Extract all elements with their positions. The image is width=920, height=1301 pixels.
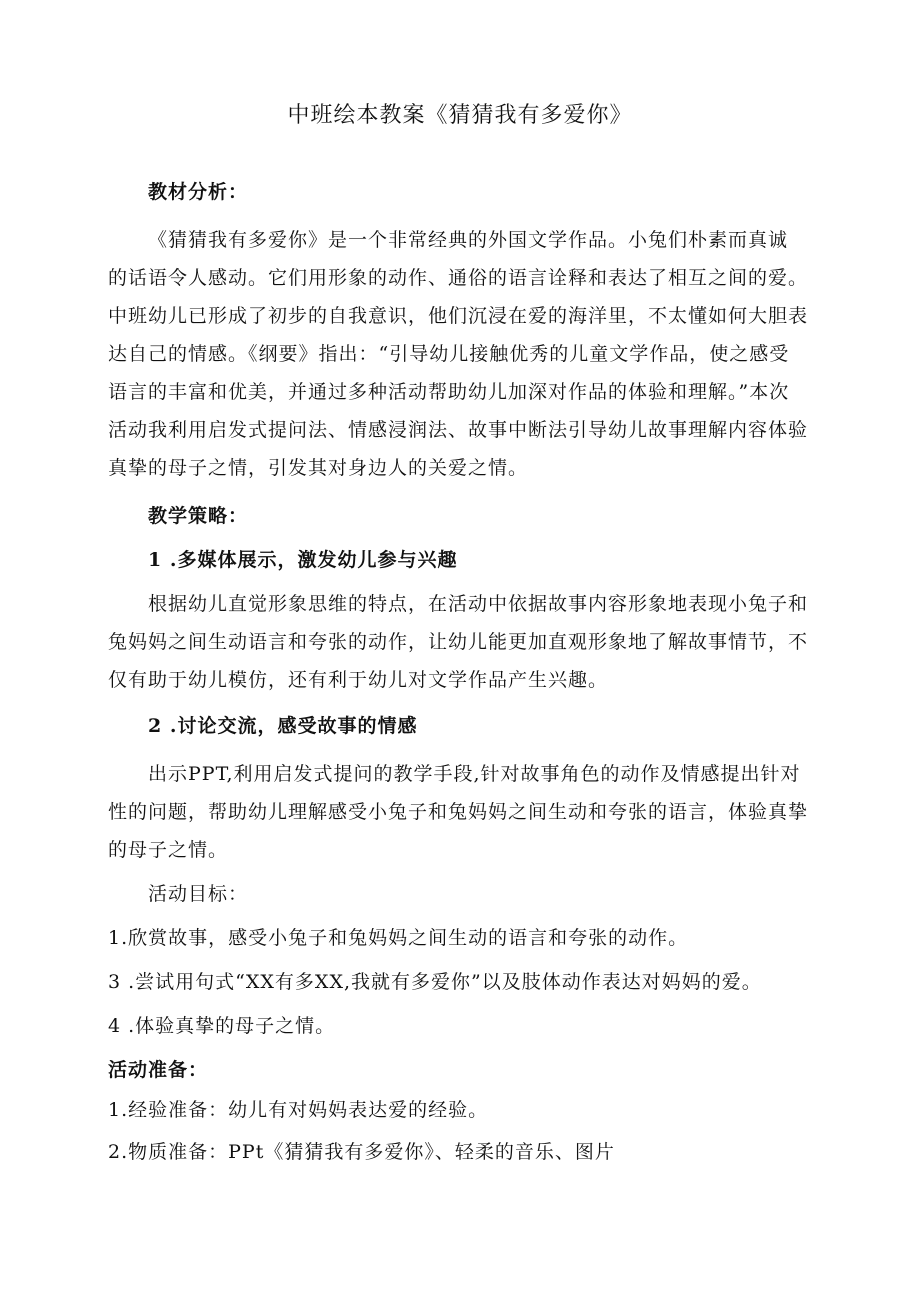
paragraph-line: 出示PPT,利用启发式提问的教学手段,针对故事角色的动作及情感提出针对 [148,763,801,785]
paragraph-line: 真挚的母子之情，引发其对身边人的关爱之情。 [108,457,529,479]
paragraph-line: 达自己的情感。《纲要》指出：“引导幼儿接触优秀的儿童文学作品，使之感受 [108,343,790,365]
paragraph-line: 仅有助于幼儿模仿，还有利于幼儿对文学作品产生兴趣。 [108,669,609,691]
goal-item: 1.欣赏故事，感受小兔子和兔妈妈之间生动的语言和夸张的动作。 [108,927,689,949]
section-heading-material-analysis: 教材分析： [148,181,249,203]
strategy-item-heading: 1 .多媒体展示，激发幼儿参与兴趣 [148,549,458,571]
goal-item: 4 .体验真挚的母子之情。 [108,1015,336,1037]
section-heading-activity-goals: 活动目标： [148,883,249,905]
goal-item: 3 .尝试用句式“XX有多XX,我就有多爱你”以及肢体动作表达对妈妈的爱。 [108,971,762,993]
preparation-item: 2.物质准备：PPt《猜猜我有多爱你》、轻柔的音乐、图片 [108,1141,615,1163]
paragraph-line: 语言的丰富和优美，并通过多种活动帮助幼儿加深对作品的体验和理解。”本次 [108,381,790,403]
paragraph-line: 兔妈妈之间生动语言和夸张的动作，让幼儿能更加直观形象地了解故事情节，不 [108,631,809,653]
paragraph-line: 《猜猜我有多爱你》是一个非常经典的外国文学作品。小兔们朴素而真诚 [148,229,789,251]
strategy-item-heading: 2 .讨论交流，感受故事的情感 [148,715,418,737]
paragraph-line: 中班幼儿已形成了初步的自我意识，他们沉浸在爱的海洋里，不太懂如何大胆表 [108,305,809,327]
section-heading-activity-preparation: 活动准备： [108,1059,209,1081]
paragraph-line: 根据幼儿直觉形象思维的特点，在活动中依据故事内容形象地表现小兔子和 [148,593,809,615]
paragraph-line: 的母子之情。 [108,839,229,861]
document-title: 中班绘本教案《猜猜我有多爱你》 [287,103,633,128]
paragraph-line: 性的问题，帮助幼儿理解感受小兔子和兔妈妈之间生动和夸张的语言，体验真挚 [108,801,809,823]
paragraph-line: 活动我利用启发式提问法、情感浸润法、故事中断法引导幼儿故事理解内容体验 [108,419,809,441]
paragraph-line: 的话语令人感动。它们用形象的动作、通俗的语言诠释和表达了相互之间的爱。 [108,267,809,289]
preparation-item: 1.经验准备：幼儿有对妈妈表达爱的经验。 [108,1099,489,1121]
section-heading-teaching-strategy: 教学策略： [148,505,249,527]
